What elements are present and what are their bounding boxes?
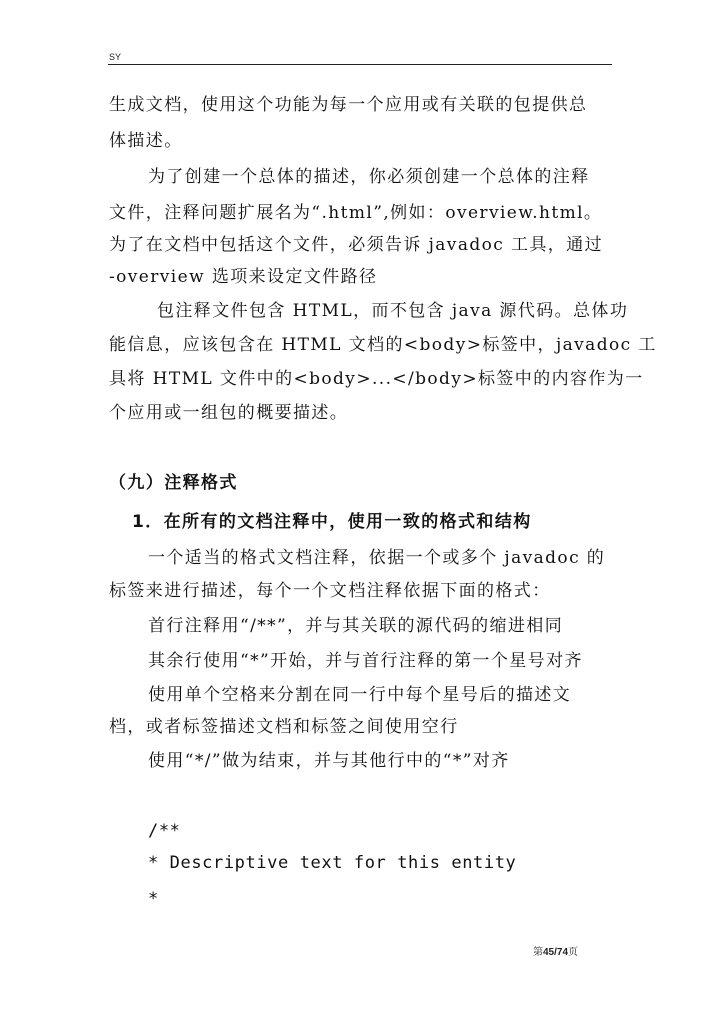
format-line: 标签来进行描述，每个一个文档注释依据下面的格式： — [109, 581, 551, 601]
header-rule — [108, 64, 612, 65]
header-label: SY — [109, 52, 122, 62]
page-separator: / — [554, 947, 557, 958]
code-line: /** — [148, 821, 181, 841]
format-line: 使用单个空格来分割在同一行中每个星号后的描述文 — [148, 685, 572, 705]
body-line: 文件，注释问题扩展名为“.html”,例如：overview.html。 — [109, 203, 603, 223]
body-line: 具将 HTML 文件中的<body>...</body>标签中的内容作为一 — [109, 369, 644, 389]
format-line: 首行注释用“/**”，并与其关联的源代码的缩进相同 — [148, 616, 564, 636]
code-line: * Descriptive text for this entity — [148, 853, 517, 873]
body-line: 能信息，应该包含在 HTML 文档的<body>标签中，javadoc 工 — [109, 335, 657, 355]
body-line: 为了在文档中包括这个文件，必须告诉 javadoc 工具，通过 — [109, 235, 603, 255]
body-line: 包注释文件包含 HTML，而不包含 java 源代码。总体功 — [157, 301, 629, 321]
body-line: 体描述。 — [109, 131, 183, 151]
page-number — [533, 943, 578, 958]
format-line: 其余行使用“*”开始，并与首行注释的第一个星号对齐 — [148, 651, 583, 671]
page-suffix: 页 — [568, 947, 579, 958]
section-heading: （九）注释格式 — [109, 473, 238, 493]
body-line: -overview 选项来设定文件路径 — [109, 267, 378, 287]
format-line: 档，或者标签描述文档和标签之间使用空行 — [109, 717, 459, 737]
body-line: 生成文档，使用这个功能为每一个应用或有关联的包提供总 — [109, 95, 588, 115]
page-current: 45 — [543, 947, 555, 958]
code-line: * — [148, 889, 159, 909]
format-line: 一个适当的格式文档注释，依据一个或多个 javadoc 的 — [148, 548, 606, 568]
subheading: 1．在所有的文档注释中，使用一致的格式和结构 — [132, 512, 532, 532]
page-prefix: 第 — [533, 947, 543, 958]
format-line: 使用“*/”做为结束，并与其他行中的“*”对齐 — [148, 751, 510, 771]
body-line: 为了创建一个总体的描述，你必须创建一个总体的注释 — [148, 167, 590, 187]
page-total: 74 — [556, 947, 569, 958]
body-line: 个应用或一组包的概要描述。 — [109, 403, 349, 423]
